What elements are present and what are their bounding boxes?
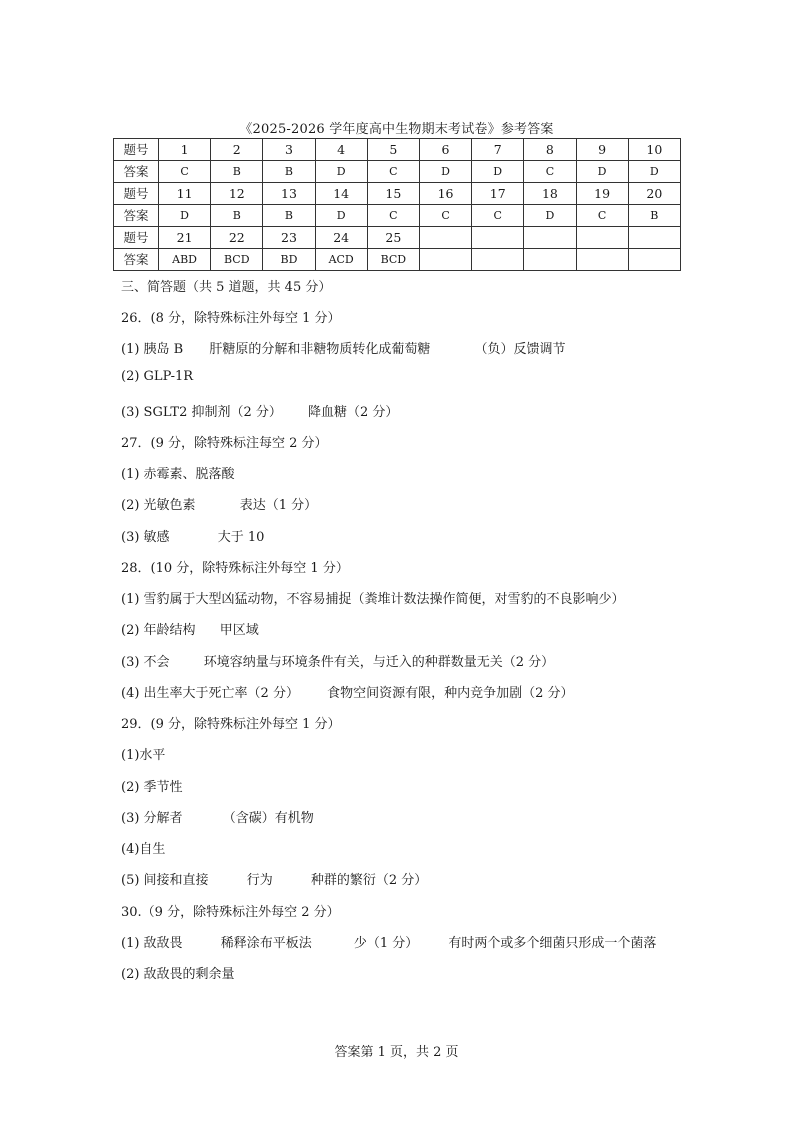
table-cell: 11	[159, 183, 211, 205]
table-cell	[524, 249, 576, 271]
answer-text: (1) 雪豹属于大型凶猛动物，不容易捕捉（粪堆计数法操作简便，对雪豹的不良影响少）	[121, 592, 625, 607]
table-cell: 23	[263, 227, 315, 249]
question-27-heading: 27．(9 分，除特殊标注每空 2 分）	[121, 436, 328, 451]
table-cell	[419, 249, 471, 271]
table-cell: 8	[524, 139, 576, 161]
answer-line	[121, 526, 264, 545]
table-cell: 12	[211, 183, 263, 205]
table-cell	[472, 227, 524, 249]
table-cell	[628, 227, 680, 249]
table-cell: 21	[159, 227, 211, 249]
answer-line	[121, 369, 193, 384]
answer-text: (3) 不会	[121, 655, 170, 670]
table-cell: 13	[263, 183, 315, 205]
table-cell: 6	[419, 139, 471, 161]
table-cell: 2	[211, 139, 263, 161]
answer-text: (1) 胰岛 B	[121, 342, 184, 357]
answer-line	[121, 619, 259, 638]
answer-text: 甲区域	[219, 623, 259, 638]
table-cell: D	[315, 161, 367, 183]
answer-line	[121, 776, 183, 795]
table-cell: BCD	[367, 249, 419, 271]
table-cell: 9	[576, 139, 628, 161]
answer-text: （含碳）有机物	[222, 811, 314, 826]
table-row	[114, 205, 681, 227]
table-cell: 15	[367, 183, 419, 205]
row-label: 答案	[114, 161, 159, 183]
table-cell	[472, 249, 524, 271]
answer-text: 有时两个或多个细菌只形成一个菌落	[448, 936, 657, 951]
table-cell: 14	[315, 183, 367, 205]
question-30-heading: 30.（9 分，除特殊标注外每空 2 分）	[121, 905, 340, 920]
answer-line	[121, 494, 317, 513]
section-heading: 三、简答题（共 5 道题，共 45 分）	[121, 280, 332, 295]
table-cell: B	[263, 205, 315, 227]
table-row	[114, 183, 681, 205]
table-cell: C	[472, 205, 524, 227]
answer-text: 食物空间资源有限，种内竞争加剧（2 分）	[327, 686, 574, 701]
answer-text: (1)水平	[121, 748, 166, 763]
document-title: 《2025-2026 学年度高中生物期末考试卷》参考答案	[239, 122, 554, 137]
answer-line	[121, 807, 314, 826]
table-cell: 1	[159, 139, 211, 161]
answer-line	[121, 963, 235, 982]
table-cell: D	[159, 205, 211, 227]
question-28-heading: 28．(10 分，除特殊标注外每空 1 分）	[121, 561, 349, 576]
answer-text: 稀释涂布平板法	[220, 936, 312, 951]
answer-table	[113, 138, 681, 271]
table-cell: 25	[367, 227, 419, 249]
answer-text: (4) 出生率大于死亡率（2 分）	[121, 686, 299, 701]
table-cell: BD	[263, 249, 315, 271]
table-cell: B	[263, 161, 315, 183]
answer-text: (3) 分解者	[121, 811, 183, 826]
table-cell: 24	[315, 227, 367, 249]
answer-text: 大于 10	[217, 530, 265, 545]
answer-line	[121, 838, 165, 857]
table-cell: C	[367, 205, 419, 227]
answer-line	[121, 401, 398, 420]
answer-text: (3) 敏感	[121, 530, 170, 545]
row-label: 答案	[114, 205, 159, 227]
table-cell: 20	[628, 183, 680, 205]
page-footer: 答案第 1 页，共 2 页	[334, 1045, 459, 1060]
answer-text: （负）反馈调节	[474, 342, 566, 357]
table-cell	[524, 227, 576, 249]
table-cell: B	[628, 205, 680, 227]
answer-text: 行为	[246, 873, 273, 888]
table-cell: 16	[419, 183, 471, 205]
question-29-heading: 29．(9 分，除特殊标注外每空 1 分）	[121, 717, 341, 732]
table-cell: D	[524, 205, 576, 227]
table-cell	[628, 249, 680, 271]
table-cell: 3	[263, 139, 315, 161]
table-cell: BCD	[211, 249, 263, 271]
table-row	[114, 249, 681, 271]
table-cell: C	[524, 161, 576, 183]
table-cell: C	[159, 161, 211, 183]
answer-text: 表达（1 分）	[239, 498, 318, 513]
answer-line	[121, 463, 235, 482]
answer-text: 种群的繁衍（2 分）	[310, 873, 428, 888]
answer-line	[121, 869, 427, 888]
table-cell: 17	[472, 183, 524, 205]
table-cell: ABD	[159, 249, 211, 271]
table-cell: C	[419, 205, 471, 227]
answer-text: 肝糖原的分解和非糖物质转化成葡萄糖	[209, 342, 431, 357]
answer-line	[121, 588, 625, 607]
table-row	[114, 161, 681, 183]
answer-text: (2) 光敏色素	[121, 498, 196, 513]
answer-line	[121, 682, 574, 701]
table-cell: 7	[472, 139, 524, 161]
answer-text: (2) 敌敌畏的剩余量	[121, 967, 235, 982]
answer-text: 少（1 分）	[353, 936, 419, 951]
table-cell: C	[367, 161, 419, 183]
table-cell	[576, 249, 628, 271]
table-cell: D	[628, 161, 680, 183]
answer-line	[121, 744, 165, 763]
answer-text: (5) 间接和直接	[121, 873, 209, 888]
answer-text: (2) GLP-1R	[121, 369, 194, 384]
answer-text: 降血糖（2 分）	[308, 405, 399, 420]
table-cell: 22	[211, 227, 263, 249]
answer-line	[121, 932, 656, 951]
answer-text: (1) 敌敌畏	[121, 936, 183, 951]
table-cell	[419, 227, 471, 249]
table-cell: 18	[524, 183, 576, 205]
question-26-heading: 26．(8 分，除特殊标注外每空 1 分）	[121, 311, 341, 326]
row-label: 题号	[114, 139, 159, 161]
table-cell: B	[211, 161, 263, 183]
answer-text: 环境容纳量与环境条件有关，与迁入的种群数量无关（2 分）	[203, 655, 555, 670]
answer-text: (2) 年龄结构	[121, 623, 196, 638]
table-row	[114, 139, 681, 161]
row-label: 题号	[114, 183, 159, 205]
answer-line	[121, 338, 566, 357]
table-cell: D	[315, 205, 367, 227]
row-label: 答案	[114, 249, 159, 271]
answer-text: (4)自生	[121, 842, 166, 857]
answer-text: (3) SGLT2 抑制剂（2 分）	[121, 405, 282, 420]
answer-line	[121, 651, 554, 670]
table-cell: 5	[367, 139, 419, 161]
row-label: 题号	[114, 227, 159, 249]
table-cell: D	[576, 161, 628, 183]
answer-text: (1) 赤霉素、脱落酸	[121, 467, 235, 482]
table-cell: C	[576, 205, 628, 227]
table-cell: 19	[576, 183, 628, 205]
table-cell: B	[211, 205, 263, 227]
table-cell	[576, 227, 628, 249]
table-row	[114, 227, 681, 249]
answer-text: (2) 季节性	[121, 780, 183, 795]
table-cell: 4	[315, 139, 367, 161]
table-cell: 10	[628, 139, 680, 161]
table-cell: D	[419, 161, 471, 183]
table-cell: ACD	[315, 249, 367, 271]
table-cell: D	[472, 161, 524, 183]
